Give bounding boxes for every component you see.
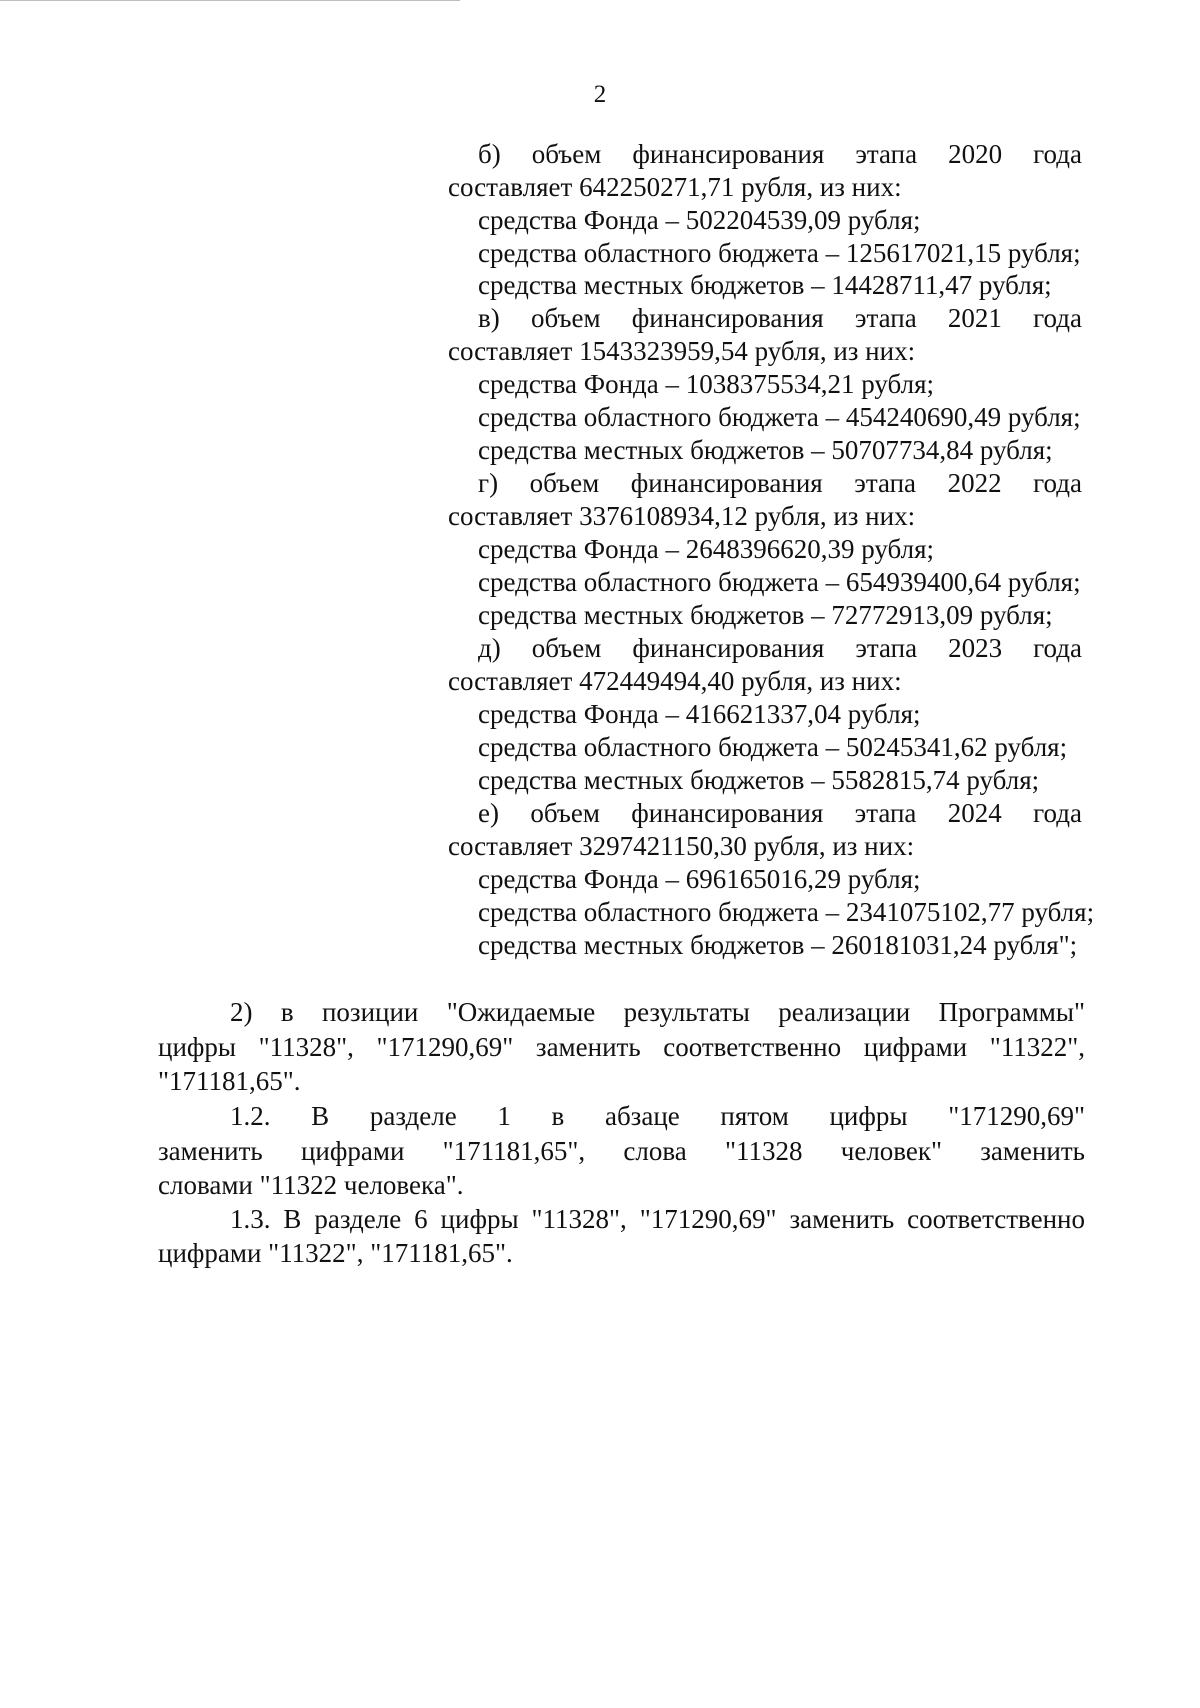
stage-fund-line: средства Фонда – 1038375534,21 рубля;: [478, 369, 935, 399]
paragraph-2-line: 2) в позиции "Ожидаемые результаты реализации Программы": [230, 997, 1085, 1027]
stage-local-line: средства местных бюджетов – 14428711,47 рубля;: [478, 270, 1052, 300]
stage-heading: в) объем финансирования этапа 2021 года: [478, 303, 1082, 333]
stage-local-line: средства местных бюджетов – 72772913,09 рубля;: [478, 600, 1053, 630]
stage-regional-line: средства областного бюджета – 2341075102,77 рубля;: [478, 897, 1095, 927]
stage-heading: б) объем финансирования этапа 2020 года: [478, 139, 1082, 169]
stage-regional-line: средства областного бюджета – 50245341,62 рубля;: [478, 732, 1068, 762]
stage-local-line: средства местных бюджетов – 260181031,24 рубля";: [478, 930, 1078, 960]
stage-regional-line: средства областного бюджета – 125617021,15 рубля;: [478, 238, 1081, 268]
stage-local-line: средства местных бюджетов – 50707734,84 рубля;: [478, 435, 1053, 465]
stage-regional-line: средства областного бюджета – 654939400,64 рубля;: [478, 567, 1081, 597]
stage-total: составляет 3376108934,12 рубля, из них:: [448, 501, 916, 531]
stage-total: составляет 642250271,71 рубля, из них:: [448, 172, 902, 202]
paragraph-1-2-line: словами "11322 человека".: [158, 1170, 464, 1200]
stage-heading: г) объем финансирования этапа 2022 года: [478, 468, 1082, 498]
stage-fund-line: средства Фонда – 2648396620,39 рубля;: [478, 534, 935, 564]
scan-edge-line: [0, 0, 460, 1]
paragraph-1-2-line: заменить цифрами "171181,65", слова "11328 человек" заменить: [158, 1136, 1085, 1166]
stage-regional-line: средства областного бюджета – 454240690,49 рубля;: [478, 402, 1081, 432]
stage-total: составляет 1543323959,54 рубля, из них:: [448, 336, 916, 366]
paragraph-1-3-line: 1.3. В разделе 6 цифры "11328", "171290,69" заменить соответственно: [230, 1204, 1085, 1234]
stage-heading: е) объем финансирования этапа 2024 года: [478, 798, 1082, 828]
stage-total: составляет 472449494,40 рубля, из них:: [448, 666, 902, 696]
stage-local-line: средства местных бюджетов – 5582815,74 рубля;: [478, 765, 1040, 795]
stage-total: составляет 3297421150,30 рубля, из них:: [448, 831, 915, 861]
page-number: 2: [593, 81, 607, 108]
paragraph-1-2-line: 1.2. В разделе 1 в абзаце пятом цифры "171290,69": [230, 1101, 1085, 1131]
stage-heading: д) объем финансирования этапа 2023 года: [478, 633, 1082, 663]
stage-fund-line: средства Фонда – 696165016,29 рубля;: [478, 864, 921, 894]
paragraph-2-line: цифры "11328", "171290,69" заменить соответственно цифрами "11322",: [158, 1032, 1085, 1062]
stage-fund-line: средства Фонда – 416621337,04 рубля;: [478, 699, 921, 729]
paragraph-1-3-line: цифрами "11322", "171181,65".: [158, 1238, 513, 1268]
stage-fund-line: средства Фонда – 502204539,09 рубля;: [478, 205, 921, 235]
paragraph-2-line: "171181,65".: [158, 1066, 301, 1096]
